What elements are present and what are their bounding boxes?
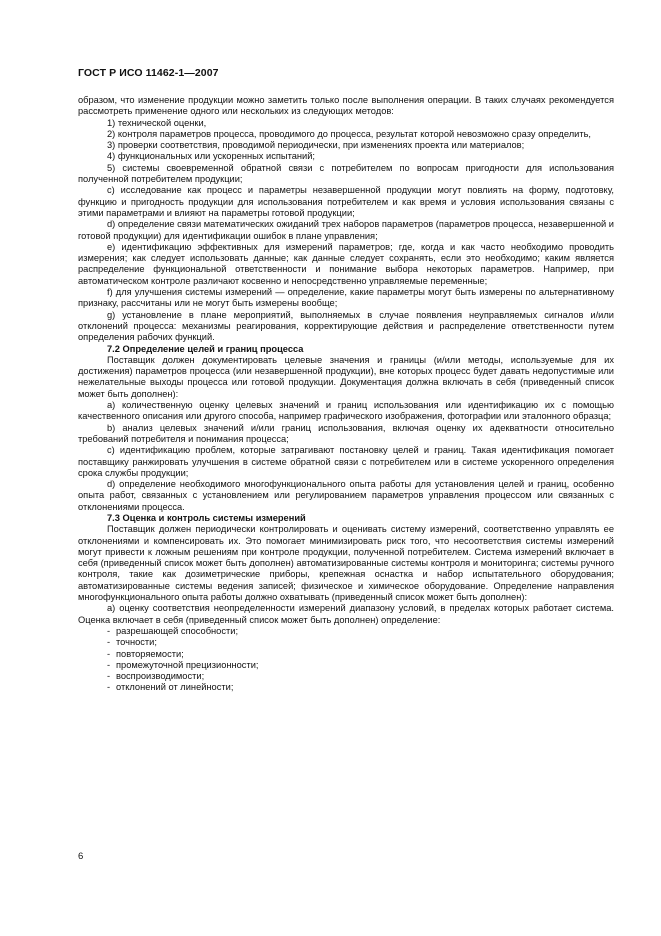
list-item <box>78 637 614 648</box>
dash-bullet: - <box>107 625 111 636</box>
list-item <box>78 660 614 671</box>
page-number: 6 <box>78 851 84 862</box>
paragraph: образом, что изменение продукции можно заметить только после выполнения операции. В таких случаях рекомендуется рассмотреть применение одного или нескольких из следующих методов: <box>78 95 614 117</box>
list-item-text: отклонений от линейности; <box>116 682 234 693</box>
paragraph: 2) контроля параметров процесса, проводимого до процесса, результат которой невозможно сразу определить, <box>107 128 592 139</box>
paragraph: c) исследование как процесс и параметры незавершенной продукции могут повлиять на форму, подготовку, функцию и пригодность продукции для использования потребителем и как время и условия использования связаны с этими параметрами и влияют на параметры готовой продукции; <box>78 185 614 218</box>
paragraph: Поставщик должен документировать целевые значения и границы (и/или методы, используемые для их достижения) параметров процесса (или незавершенной продукции), вне которых процесс будет давать недопустимые или нежелательные выходы процесса или готовой продукции. Документация должна включать в себя (приведенный список может быть дополнен): <box>78 354 614 399</box>
list-item-text: разрешающей способности; <box>116 625 239 636</box>
paragraph: a) количественную оценку целевых значений и границ использования или идентификацию их с помощью качественного описания или другого способа, например графического изображения, фотографии или эталонного образца; <box>78 400 614 422</box>
paragraph: d) определение необходимого многофункционального опыта работы для установления целей и границ, особенно опыта работ, связанных с установлением или регулированием параметров управления процессом или связанных с отклонениями процесса. <box>78 479 614 512</box>
paragraph: a) оценку соответствия неопределенности измерений диапазону условий, в пределах которых работает система. Оценка включает в себя (приведенный список может быть дополнен) определение: <box>78 603 614 625</box>
paragraph: f) для улучшения системы измерений — определение, какие параметры могут быть измерены по альтернативному признаку, рассчитаны или не могут быть измерены вообще; <box>78 287 614 309</box>
list-item-text: повторяемости; <box>116 648 184 659</box>
list-item-text: промежуточной прецизионности; <box>116 659 259 670</box>
dash-bullet: - <box>107 682 111 693</box>
paragraph: 3) проверки соответствия, проводимой периодически, при изменениях проекта или материалов; <box>107 140 525 151</box>
dash-bullet: - <box>107 659 111 670</box>
dash-bullet: - <box>107 637 111 648</box>
dash-bullet: - <box>107 671 111 682</box>
paragraph: g) установление в плане мероприятий, выполняемых в случае появления неуправляемых сигналов и/или отклонений процесса: механизмы реагирования, корректирующие действия и распределение ответственности путем определения рабочих функций. <box>78 309 614 343</box>
paragraph: 1) технической оценки, <box>107 117 207 128</box>
paragraph: 5) системы своевременной обратной связи с потребителем по вопросам пригодности для использования полученной потребителем продукции; <box>78 162 614 185</box>
paragraph: c) идентификацию проблем, которые затрагивают постановку целей и границ. Такая идентификация помогает поставщику ранжировать улучшения в системе обратной связи с потребителем или в системе ускоренного определения срока службы продукции; <box>78 445 614 478</box>
document-body <box>78 95 614 694</box>
section-heading: 7.2 Определение целей и границ процесса <box>107 343 304 354</box>
list-item <box>78 671 614 682</box>
list-item <box>78 682 614 693</box>
paragraph: e) идентификацию эффективных для измерений параметров; где, когда и как часто необходимо проводить измерения; как следует использовать данные; как данные следует сохранять, если это необходимо; каким является распределение функциональной ответственности и понимание выбора некоторых параметров. Например, при автоматическом контроле различают косвенно и непосредственно управляемые переменные; <box>78 241 614 286</box>
paragraph: 4) функциональных или ускоренных испытаний; <box>107 151 315 162</box>
document-header: ГОСТ Р ИСО 11462-1—2007 <box>78 67 219 79</box>
dash-bullet: - <box>107 648 111 659</box>
paragraph: b) анализ целевых значений и/или границ использования, включая оценку их адекватности относительно требований потребителя и понимания процесса; <box>78 422 614 444</box>
list-item <box>78 649 614 660</box>
section-heading: 7.3 Оценка и контроль системы измерений <box>107 512 306 523</box>
list-item <box>78 626 614 637</box>
list-item-text: воспроизводимости; <box>116 671 205 682</box>
paragraph: d) определение связи математических ожиданий трех наборов параметров (параметров процесса, незавершенной и готовой продукции) для идентификации ошибок в плане управления; <box>78 219 614 241</box>
list-item-text: точности; <box>116 637 157 648</box>
paragraph: Поставщик должен периодически контролировать и оценивать систему измерений, соответственно управлять ее отклонениями и компенсировать их. Это помогает минимизировать риск того, что несоответствия системы измерений могут привести к ложным решениям при контроле продукции, полученной потребителем. Система измерений включает в себя (приведенный список может быть дополнен) автоматизированные системы контроля и мониторинга; системы ручного контроля, такие как дозиметрические приборы, крепежная оснастка и набор испытательного оборудования; автоматизированные системы ведения записей; физическое и химическое оборудование. Определение направления многофункционального опыта работы должно охватывать (приведенный список может быть дополнен): <box>78 524 614 603</box>
